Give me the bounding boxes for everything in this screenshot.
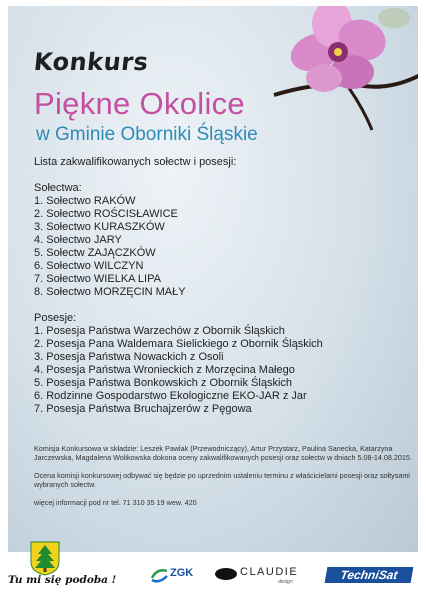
zgk-label: ZGK (170, 567, 194, 579)
contact-info: więcej informacji pod nr tel. 71 310 35 19 wew. 420 (34, 498, 197, 507)
posesje-list (34, 325, 404, 416)
cherry-blossom-icon (254, 6, 418, 135)
claudie-logo-icon (215, 568, 237, 580)
ocena-note: Ocena komisji konkursowej odbywać się będzie po uprzednim ustaleniu terminu z właścicielami posesji oraz sołtysami wybranych sołectw. (34, 471, 410, 489)
page-subtitle: w Gminie Oborniki Śląskie (36, 124, 258, 145)
posesja-item: 3. Posesja Państwa Nowackich z Osoli (34, 351, 224, 363)
technisat-logo: TechniSat (325, 567, 414, 583)
posesje-heading: Posesje: (34, 312, 77, 324)
fir-tree-crest-icon (29, 540, 61, 576)
claudie-sub-label: design (278, 579, 293, 585)
content-body (34, 156, 404, 416)
notes (34, 444, 412, 516)
solectwo-item: 4. Sołectwo JARY (34, 234, 122, 246)
solectwo-item: 7. Sołectwo WIELKA LIPA (34, 273, 161, 285)
posesja-item: 5. Posesja Państwa Bonkowskich z Obornik Śląskich (34, 377, 293, 389)
posesja-item: 7. Posesja Państwa Bruchajzerów z Pęgowa (34, 403, 252, 415)
claudie-label: CLAUDIE (240, 566, 299, 578)
posesja-item: 2. Posesja Pana Waldemara Sielickiego z Obornik Śląskich (34, 338, 323, 350)
posesja-item: 6. Rodzinne Gospodarstwo Ekologiczne EKO-JAR z Jar (34, 390, 307, 402)
konkurs-heading: Konkurs (32, 48, 150, 76)
posesja-item: 4. Posesja Państwa Wronieckich z Morzęcina Małego (34, 364, 295, 376)
solectwo-item: 1. Sołectwo RAKÓW (34, 195, 136, 207)
solectwo-item: 8. Sołectwo MORZĘCIN MAŁY (34, 286, 186, 298)
solectwo-item: 5. Sołectw ZAJĄCZKÓW (34, 247, 156, 259)
solectwo-item: 2. Sołectwo ROŚCISŁAWICE (34, 208, 178, 220)
poster (8, 6, 418, 552)
solectwo-item: 3. Sołectwo KURASZKÓW (34, 221, 165, 233)
solectwo-item: 6. Sołectwo WILCZYN (34, 260, 144, 272)
solectwa-list (34, 195, 404, 299)
posesja-item: 1. Posesja Państwa Warzechów z Obornik Śląskich (34, 325, 285, 337)
page-title: Piękne Okolice (34, 86, 245, 121)
intro-text: Lista zakwalifikowanych sołectw i posesji: (34, 156, 237, 168)
solectwa-heading: Sołectwa: (34, 182, 82, 194)
motto-text: Tu mi się podoba ! (8, 574, 117, 586)
komisja-note: Komisja Konkursowa w składzie: Leszek Pawlak (Przewodniczący), Artur Przystarz, Paulina Sanecka, Katarzyna Jarczewska, Magdalena Wolikowska dokona oceny zakwalifikowanych posesji oraz sołectw w dniach 5.08-14.08.2015. (34, 444, 412, 462)
